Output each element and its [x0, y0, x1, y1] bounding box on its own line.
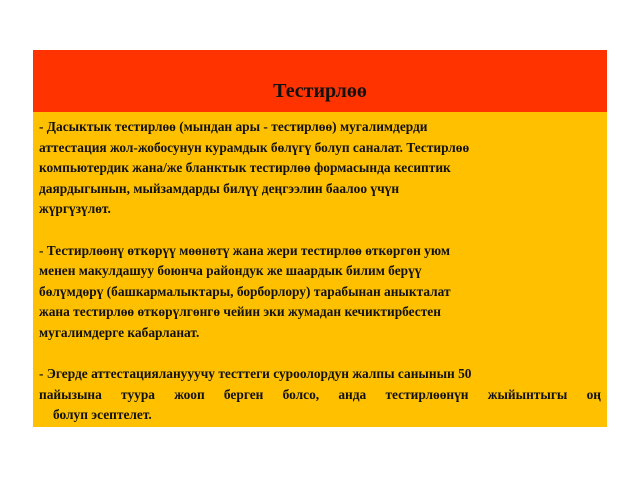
text-line: - Эгерде аттестацияланууучу тесттеги суроолордун жалпы санынын 50	[39, 366, 472, 382]
paragraph-1	[39, 117, 601, 220]
paragraph-spacer	[39, 344, 601, 365]
text-line: мугалимдерге кабарланат.	[39, 324, 200, 340]
text-line: менен макулдашуу боюнча райондук же шаардык билим берүү	[39, 263, 422, 279]
paragraph-3	[39, 364, 601, 426]
text-line: жүргүзүлөт.	[39, 201, 111, 217]
text-line: - Тестирлөөнү өткөрүү мөөнөтү жана жери тестирлөө өткөргөн уюм	[39, 242, 451, 258]
text-line: даярдыгынын, мыйзамдарды билүү деңгээлин баалоо үчүн	[39, 180, 400, 196]
paragraph-spacer	[39, 220, 601, 241]
content-box	[33, 112, 607, 427]
paragraph-2	[39, 241, 601, 344]
text-line: жана тестирлөө өткөрүлгөнгө чейин эки жумадан кечиктирбестен	[39, 304, 441, 320]
text-line: - Дасыктык тестирлөө (мындан ары - тестирлөө) мугалимдерди	[39, 119, 428, 134]
text-line: бөлүмдөрү (башкармалыктары, борборлору) тарабынан аныкталат	[39, 283, 451, 299]
slide-title: Тестирлөө	[273, 80, 367, 102]
text-line: аттестация жол-жобосунун курамдык бөлүгү болуп саналат. Тестирлөө	[39, 139, 470, 155]
text-line: болуп эсептелет.	[53, 407, 152, 423]
text-line: пайызына туура жооп берген болсо, анда тестирлөөнүн жыйынтыгы оң	[39, 386, 601, 402]
text-line: компьютердик жана/же бланктык тестирлөө формасында кесиптик	[39, 160, 451, 176]
